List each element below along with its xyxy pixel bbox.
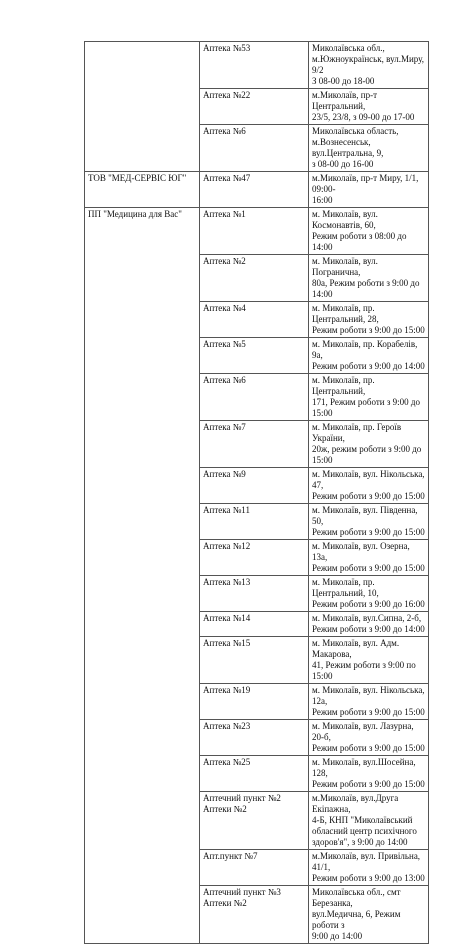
pharmacy-name-cell: Аптека №2 — [200, 255, 309, 302]
pharmacy-name-cell: Аптека №19 — [200, 684, 309, 720]
pharmacy-name-cell: Аптека №47 — [200, 172, 309, 208]
pharmacy-table-body — [85, 42, 429, 944]
pharmacy-address-cell: м. Миколаїв, вул. Озерна, 13а, Режим роботи з 9:00 до 15:00 — [309, 540, 429, 576]
pharmacy-name-cell: Аптека №12 — [200, 540, 309, 576]
pharmacy-name-cell: Апт.пункт №7 — [200, 850, 309, 886]
pharmacy-address-cell: м.Миколаїв, вул.Друга Екіпажна, 4-Б, КНП "Миколаївський обласний центр психічного здоров'я", з 9:00 до 14:00 — [309, 792, 429, 850]
pharmacy-name-cell: Аптека №11 — [200, 504, 309, 540]
organization-cell: ПП "Медицина для Вас" — [85, 208, 200, 944]
pharmacy-name-cell: Аптека №9 — [200, 468, 309, 504]
pharmacy-address-cell: м. Миколаїв, вул. Нікольська, 47, Режим роботи з 9:00 до 15:00 — [309, 468, 429, 504]
pharmacy-table — [84, 41, 429, 944]
pharmacy-name-cell: Аптека №25 — [200, 756, 309, 792]
pharmacy-address-cell: м.Миколаїв, вул. Привільна, 41/1, Режим роботи з 9:00 до 13:00 — [309, 850, 429, 886]
pharmacy-address-cell: Миколаївська область, м.Вознесенськ, вул.Центральна, 9, з 08-00 до 16-00 — [309, 125, 429, 172]
pharmacy-address-cell: м.Миколаїв, пр-т Миру, 1/1, 09:00- 16:00 — [309, 172, 429, 208]
pharmacy-name-cell: Аптека №1 — [200, 208, 309, 255]
table-row — [85, 208, 429, 255]
pharmacy-address-cell: Миколаївська обл., м.Южноукраїнськ, вул.Миру, 9/2 З 08-00 до 18-00 — [309, 42, 429, 89]
pharmacy-address-cell: м. Миколаїв, вул. Нікольська, 12а, Режим роботи з 9:00 до 15:00 — [309, 684, 429, 720]
pharmacy-address-cell: м.Миколаїв, пр-т Центральний, 23/5, 23/8, з 09-00 до 17-00 — [309, 89, 429, 125]
pharmacy-address-cell: м. Миколаїв, вул. Лазурна, 20-б, Режим роботи з 9:00 до 15:00 — [309, 720, 429, 756]
table-row — [85, 172, 429, 208]
pharmacy-name-cell: Аптека №4 — [200, 302, 309, 338]
pharmacy-address-cell: м. Миколаїв, пр. Центральний, 10, Режим роботи з 9:00 до 16:00 — [309, 576, 429, 612]
pharmacy-name-cell: Аптека №6 — [200, 125, 309, 172]
pharmacy-name-cell: Аптека №5 — [200, 338, 309, 374]
pharmacy-name-cell: Аптека №13 — [200, 576, 309, 612]
pharmacy-name-cell: Аптека №15 — [200, 637, 309, 684]
pharmacy-address-cell: м. Миколаїв, вул.Шосейна, 128, Режим роботи з 9:00 до 15:00 — [309, 756, 429, 792]
table-row — [85, 42, 429, 89]
pharmacy-address-cell: Миколаївська обл., смт Березанка, вул.Медична, 6, Режим роботи з 9:00 до 14:00 — [309, 886, 429, 944]
pharmacy-address-cell: м. Миколаїв, вул. Адм. Макарова, 41, Режим роботи з 9:00 по 15:00 — [309, 637, 429, 684]
pharmacy-name-cell: Аптека №6 — [200, 374, 309, 421]
pharmacy-address-cell: м. Миколаїв, пр. Центральний, 28, Режим роботи з 9:00 до 15:00 — [309, 302, 429, 338]
pharmacy-name-cell: Аптека №7 — [200, 421, 309, 468]
organization-cell: ТОВ "МЕД-СЕРВІС ЮГ" — [85, 172, 200, 208]
pharmacy-address-cell: м. Миколаїв, пр. Корабелів, 9а, Режим роботи з 9:00 до 14:00 — [309, 338, 429, 374]
pharmacy-address-cell: м. Миколаїв, вул.Сипна, 2-б, Режим роботи з 9:00 до 14:00 — [309, 612, 429, 637]
pharmacy-name-cell: Аптечний пункт №3 Аптеки №2 — [200, 886, 309, 944]
organization-cell — [85, 42, 200, 172]
pharmacy-name-cell: Аптека №14 — [200, 612, 309, 637]
pharmacy-address-cell: м. Миколаїв, вул. Погранична, 80а, Режим роботи з 9:00 до 14:00 — [309, 255, 429, 302]
pharmacy-address-cell: м. Миколаїв, пр. Героїв України, 20ж, режим роботи з 9:00 до 15:00 — [309, 421, 429, 468]
pharmacy-address-cell: м. Миколаїв, вул. Космонавтів, 60, Режим роботи з 08:00 до 14:00 — [309, 208, 429, 255]
pharmacy-name-cell: Аптека №22 — [200, 89, 309, 125]
pharmacy-name-cell: Аптечний пункт №2 Аптеки №2 — [200, 792, 309, 850]
pharmacy-name-cell: Аптека №23 — [200, 720, 309, 756]
pharmacy-name-cell: Аптека №53 — [200, 42, 309, 89]
pharmacy-address-cell: м. Миколаїв, пр. Центральний, 171, Режим роботи з 9:00 до 15:00 — [309, 374, 429, 421]
pharmacy-address-cell: м. Миколаїв, вул. Південна, 50, Режим роботи з 9:00 до 15:00 — [309, 504, 429, 540]
